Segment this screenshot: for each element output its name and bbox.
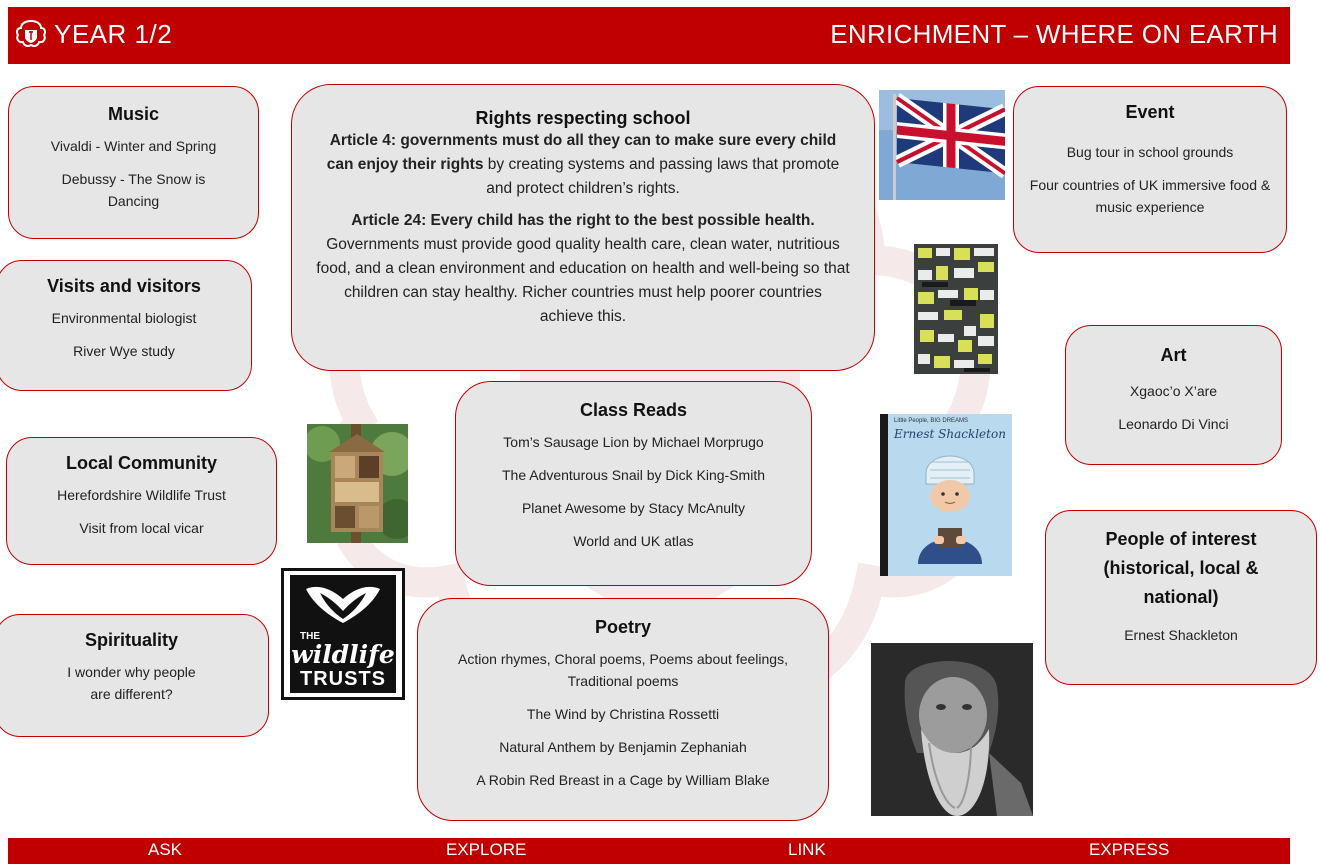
music-item: Vivaldi - Winter and Spring xyxy=(50,138,217,154)
footer-ask: ASK xyxy=(148,840,183,859)
art-item: Xgaoc’o X’are xyxy=(1129,383,1218,399)
event-title: Event xyxy=(1125,102,1175,122)
year-title: YEAR 1/2 xyxy=(54,19,173,49)
poetry-item: Natural Anthem by Benjamin Zephaniah xyxy=(499,739,747,755)
poetry-item: A Robin Red Breast in a Cage by William Blake xyxy=(476,772,770,788)
rights-box xyxy=(291,84,875,371)
people-box xyxy=(1045,510,1317,685)
article-4-text: by creating systems and passing laws that promote and protect children’s rights. xyxy=(483,156,840,197)
reads-item: World and UK atlas xyxy=(573,533,694,549)
logo-wildlife: wildlife xyxy=(291,640,395,669)
art-box xyxy=(1065,325,1282,465)
article-4 xyxy=(316,129,850,201)
people-title: People of interest (historical, local & national) xyxy=(1103,529,1259,607)
union-flag-image xyxy=(879,90,1005,200)
reads-title: Class Reads xyxy=(579,400,688,420)
music-title: Music xyxy=(107,104,159,124)
art-title: Art xyxy=(1160,345,1187,365)
spirituality-box xyxy=(0,614,269,737)
school-crest-icon xyxy=(14,19,48,49)
rights-title: Rights respecting school xyxy=(475,108,691,128)
article-24 xyxy=(316,209,850,329)
bearded-man-portrait-icon xyxy=(871,643,1033,816)
reads-item: The Adventurous Snail by Dick King-Smith xyxy=(501,467,765,483)
footer-link: LINK xyxy=(788,840,826,859)
reads-item: Tom’s Sausage Lion by Michael Morprugo xyxy=(503,434,764,450)
music-box xyxy=(8,86,259,239)
page-header xyxy=(8,7,1290,64)
badger-icon xyxy=(300,581,386,627)
people-item: Ernest Shackleton xyxy=(1124,627,1238,643)
visits-item: Environmental biologist xyxy=(51,310,197,326)
spirituality-item: I wonder why people are different? xyxy=(67,664,196,702)
footer-express: EXPRESS xyxy=(1089,840,1170,859)
event-item: Four countries of UK immersive food & music experience xyxy=(1029,177,1271,215)
topic-title: ENRICHMENT – WHERE ON EARTH xyxy=(830,19,1278,49)
article-4-heading: Article 4: governments must do all they can to make sure every child can enjoy their rights xyxy=(326,132,837,173)
article-24-heading: Article 24: Every child has the right to the best possible health. xyxy=(351,212,815,229)
poetry-title: Poetry xyxy=(594,617,652,637)
local-item: Herefordshire Wildlife Trust xyxy=(57,487,226,503)
portrait-photo-image xyxy=(871,643,1033,816)
article-24-text: Governments must provide good quality health care, clean water, nutritious food, and a clean environment and education on health and well-being so that children can stay healthy. Richer countries must help poorer countries achieve this. xyxy=(316,236,850,325)
art-item: Leonardo Di Vinci xyxy=(1118,416,1229,432)
reads-item: Planet Awesome by Stacy McAnulty xyxy=(521,500,746,516)
poetry-item: The Wind by Christina Rossetti xyxy=(526,706,720,722)
page-footer xyxy=(8,838,1290,864)
book-cover-image xyxy=(880,414,1012,576)
event-item: Bug tour in school grounds xyxy=(1066,144,1234,160)
footer-explore: EXPLORE xyxy=(446,840,527,859)
logo-trusts: TRUSTS xyxy=(300,668,386,690)
poetry-item: Action rhymes, Choral poems, Poems about feelings, Traditional poems xyxy=(458,651,788,689)
wildlife-trusts-logo xyxy=(281,568,405,700)
pattern-artwork-image xyxy=(914,244,998,374)
music-item: Debussy - The Snow is Dancing xyxy=(61,171,206,209)
visits-box xyxy=(0,260,252,391)
book-series: Little People, BIG DREAMS xyxy=(894,418,969,424)
poetry-box xyxy=(417,598,829,821)
bug-hotel-image xyxy=(307,424,408,543)
union-flag-icon xyxy=(879,90,1005,200)
local-community-box xyxy=(6,437,277,565)
visits-title: Visits and visitors xyxy=(47,276,201,296)
pattern-art-icon xyxy=(914,244,998,374)
local-item: Visit from local vicar xyxy=(79,520,204,536)
event-box xyxy=(1013,86,1287,253)
spirituality-title: Spirituality xyxy=(84,630,178,650)
class-reads-box xyxy=(455,381,812,586)
visits-item: River Wye study xyxy=(73,343,175,359)
local-title: Local Community xyxy=(65,453,217,473)
explorer-illustration-icon xyxy=(888,444,1012,574)
logo-the: THE xyxy=(300,631,320,642)
bug-hotel-icon xyxy=(307,424,408,543)
book-title: Ernest Shackleton xyxy=(894,427,1006,441)
